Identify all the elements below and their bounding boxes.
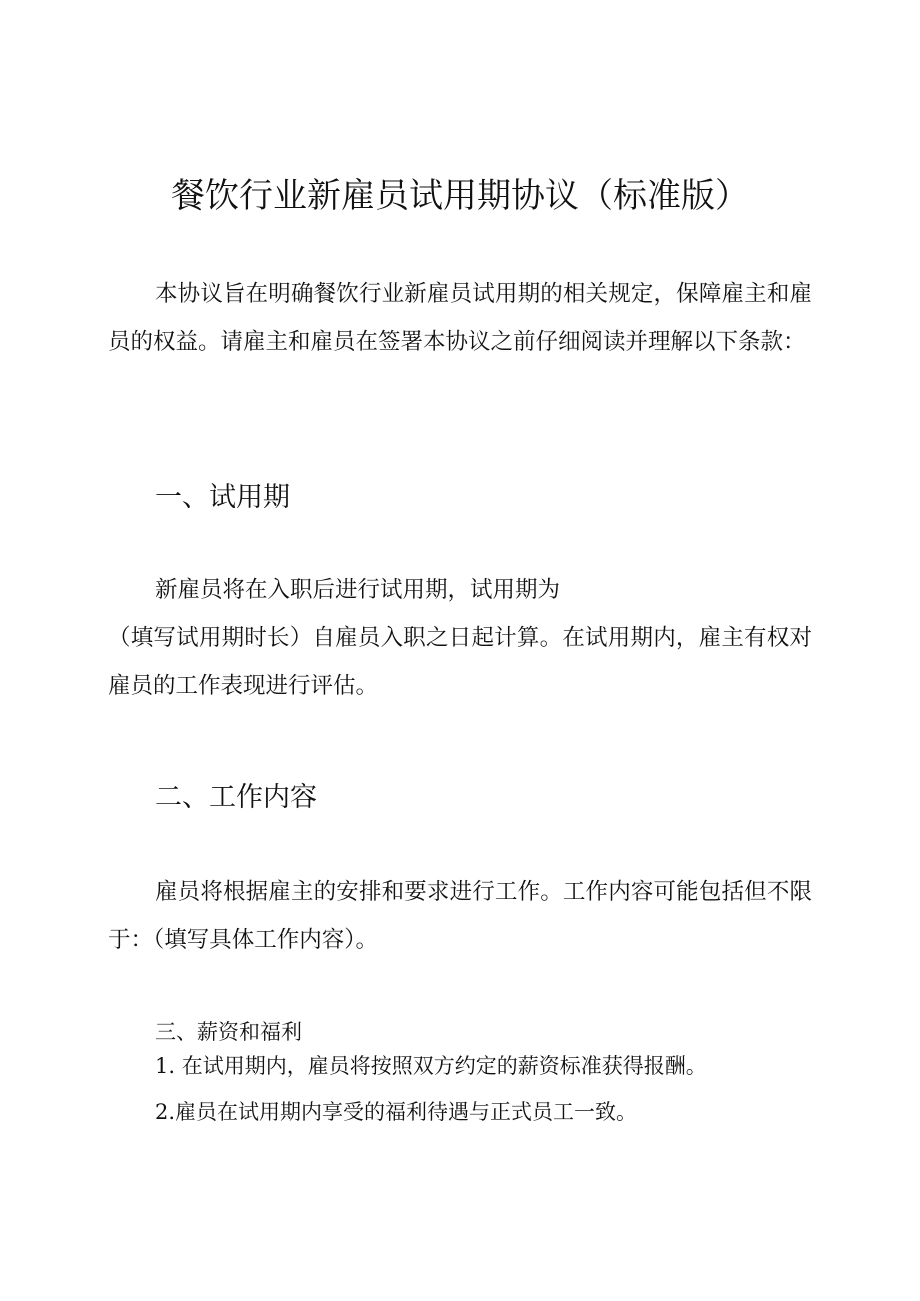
section-1-heading: 一、试用期 <box>155 482 290 513</box>
intro-paragraph: 本协议旨在明确餐饮行业新雇员试用期的相关规定，保障雇主和雇员的权益。请雇主和雇员在签署本协议之前仔细阅读并理解以下条款： <box>108 281 812 355</box>
section-1-body: （填写试用期时长）自雇员入职之日起计算。在试用期内，雇主有权对雇员的工作表现进行评估。 <box>108 625 812 699</box>
document-title: 餐饮行业新雇员试用期协议（标准版） <box>171 176 749 216</box>
section-3-heading: 三、薪资和福利 <box>155 1020 302 1044</box>
section-3-item-2: 2.雇员在试用期内享受的福利待遇与正式员工一致。 <box>155 1100 638 1124</box>
section-3-item-1: 1. 在试用期内，雇员将按照双方约定的薪资标准获得报酬。 <box>155 1054 707 1078</box>
section-2-heading: 二、工作内容 <box>155 782 317 813</box>
section-2-body: 雇员将根据雇主的安排和要求进行工作。工作内容可能包括但不限于：（填写具体工作内容）。 <box>108 879 812 953</box>
section-1-line1: 新雇员将在入职后进行试用期，试用期为 <box>155 577 561 603</box>
